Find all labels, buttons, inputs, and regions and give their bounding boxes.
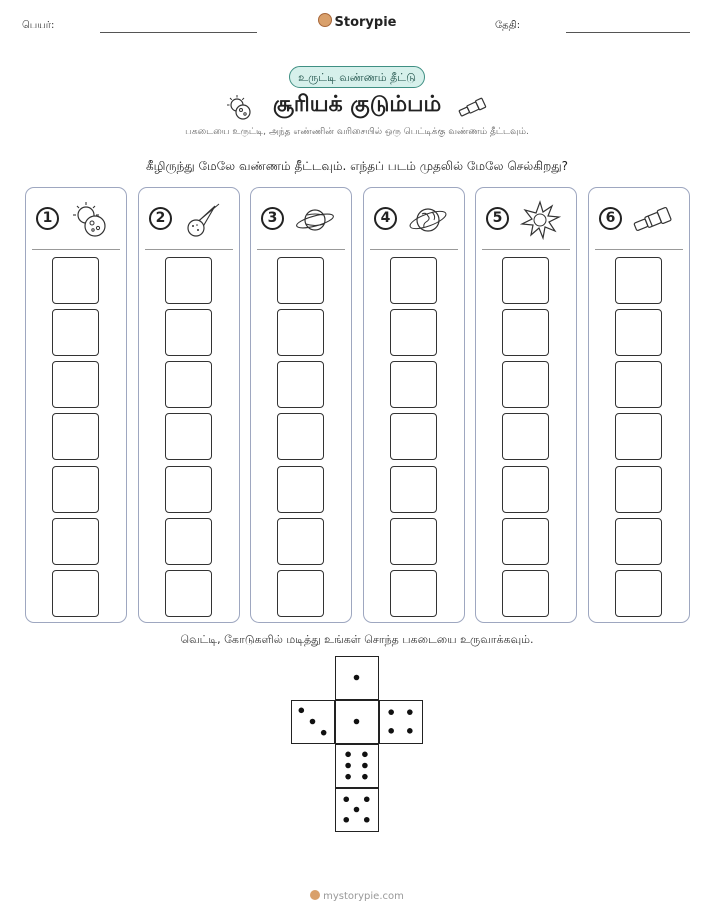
color-box[interactable] (165, 570, 212, 617)
color-box[interactable] (52, 518, 99, 565)
color-box[interactable] (390, 309, 437, 356)
color-box[interactable] (390, 466, 437, 513)
activity-tag: உருட்டி வண்ணம் தீட்டு (289, 66, 425, 88)
color-box[interactable] (165, 466, 212, 513)
die-face-1 (335, 700, 379, 744)
cut-instruction: வெட்டி, கோடுகளில் மடித்து உங்கள் சொந்த பகடையை உருவாக்கவும். (180, 633, 534, 646)
color-box[interactable] (502, 413, 549, 460)
color-box[interactable] (615, 309, 662, 356)
name-label: பெயர்: (22, 20, 55, 31)
color-box[interactable] (277, 570, 324, 617)
saturn-planet-icon (293, 200, 337, 240)
color-box[interactable] (502, 309, 549, 356)
bear-logo-icon (310, 890, 320, 900)
column-number: 3 (261, 207, 284, 230)
die-face-5 (335, 788, 379, 832)
column-divider (32, 249, 120, 250)
color-box[interactable] (165, 309, 212, 356)
column-number: 6 (599, 207, 622, 230)
color-box[interactable] (52, 257, 99, 304)
color-box[interactable] (277, 466, 324, 513)
column-6 (588, 187, 690, 623)
footer-url: mystorypie.com (323, 891, 404, 902)
color-box[interactable] (615, 361, 662, 408)
column-number: 4 (374, 207, 397, 230)
color-box[interactable] (615, 518, 662, 565)
star-burst-icon (518, 200, 562, 240)
date-label: தேதி: (495, 20, 521, 31)
color-box[interactable] (615, 466, 662, 513)
color-box[interactable] (165, 257, 212, 304)
column-divider (482, 249, 570, 250)
date-line[interactable] (566, 32, 690, 33)
column-divider (257, 249, 345, 250)
question: கீழிருந்து மேலே வண்ணம் தீட்டவும். எந்தப் படம் முதலில் மேலே செல்கிறது? (145, 159, 569, 173)
telescope-title-icon (456, 96, 488, 120)
bear-logo-icon (318, 13, 332, 27)
column-2 (138, 187, 240, 623)
color-box[interactable] (165, 361, 212, 408)
die-face-1 (335, 656, 379, 700)
color-box[interactable] (390, 570, 437, 617)
color-box[interactable] (615, 257, 662, 304)
color-box[interactable] (502, 518, 549, 565)
earth-icon (406, 200, 450, 240)
die-face-3 (291, 700, 335, 744)
footer (0, 890, 714, 902)
color-box[interactable] (390, 361, 437, 408)
color-box[interactable] (390, 257, 437, 304)
column-divider (370, 249, 458, 250)
page-title: சூரியக் குடும்பம் (272, 92, 442, 117)
color-box[interactable] (277, 257, 324, 304)
color-box[interactable] (277, 309, 324, 356)
brand-name: Storypie (334, 15, 397, 30)
color-box[interactable] (277, 361, 324, 408)
column-5 (475, 187, 577, 623)
column-divider (145, 249, 233, 250)
sun-and-moon-icon (68, 200, 112, 240)
comet-icon (181, 200, 225, 240)
color-box[interactable] (52, 570, 99, 617)
column-number: 1 (36, 207, 59, 230)
color-box[interactable] (502, 466, 549, 513)
color-box[interactable] (615, 413, 662, 460)
column-number: 2 (149, 207, 172, 230)
column-divider (595, 249, 683, 250)
color-box[interactable] (277, 518, 324, 565)
die-face-6 (335, 744, 379, 788)
die-face-4 (379, 700, 423, 744)
color-box[interactable] (52, 466, 99, 513)
brand-logo (0, 13, 714, 30)
name-line[interactable] (100, 32, 257, 33)
color-box[interactable] (615, 570, 662, 617)
column-number: 5 (486, 207, 509, 230)
color-box[interactable] (52, 309, 99, 356)
color-box[interactable] (277, 413, 324, 460)
color-box[interactable] (165, 518, 212, 565)
color-box[interactable] (52, 413, 99, 460)
column-4 (363, 187, 465, 623)
color-box[interactable] (502, 570, 549, 617)
telescope-icon (631, 200, 675, 240)
color-box[interactable] (52, 361, 99, 408)
column-1 (25, 187, 127, 623)
color-box[interactable] (502, 257, 549, 304)
color-box[interactable] (165, 413, 212, 460)
color-box[interactable] (502, 361, 549, 408)
color-box[interactable] (390, 413, 437, 460)
column-3 (250, 187, 352, 623)
instructions: பகடையை உருட்டி, அந்த எண்ணின் வரிசையில் ஒரு பெட்டிக்கு வண்ணம் தீட்டவும். (185, 127, 529, 137)
color-box[interactable] (390, 518, 437, 565)
